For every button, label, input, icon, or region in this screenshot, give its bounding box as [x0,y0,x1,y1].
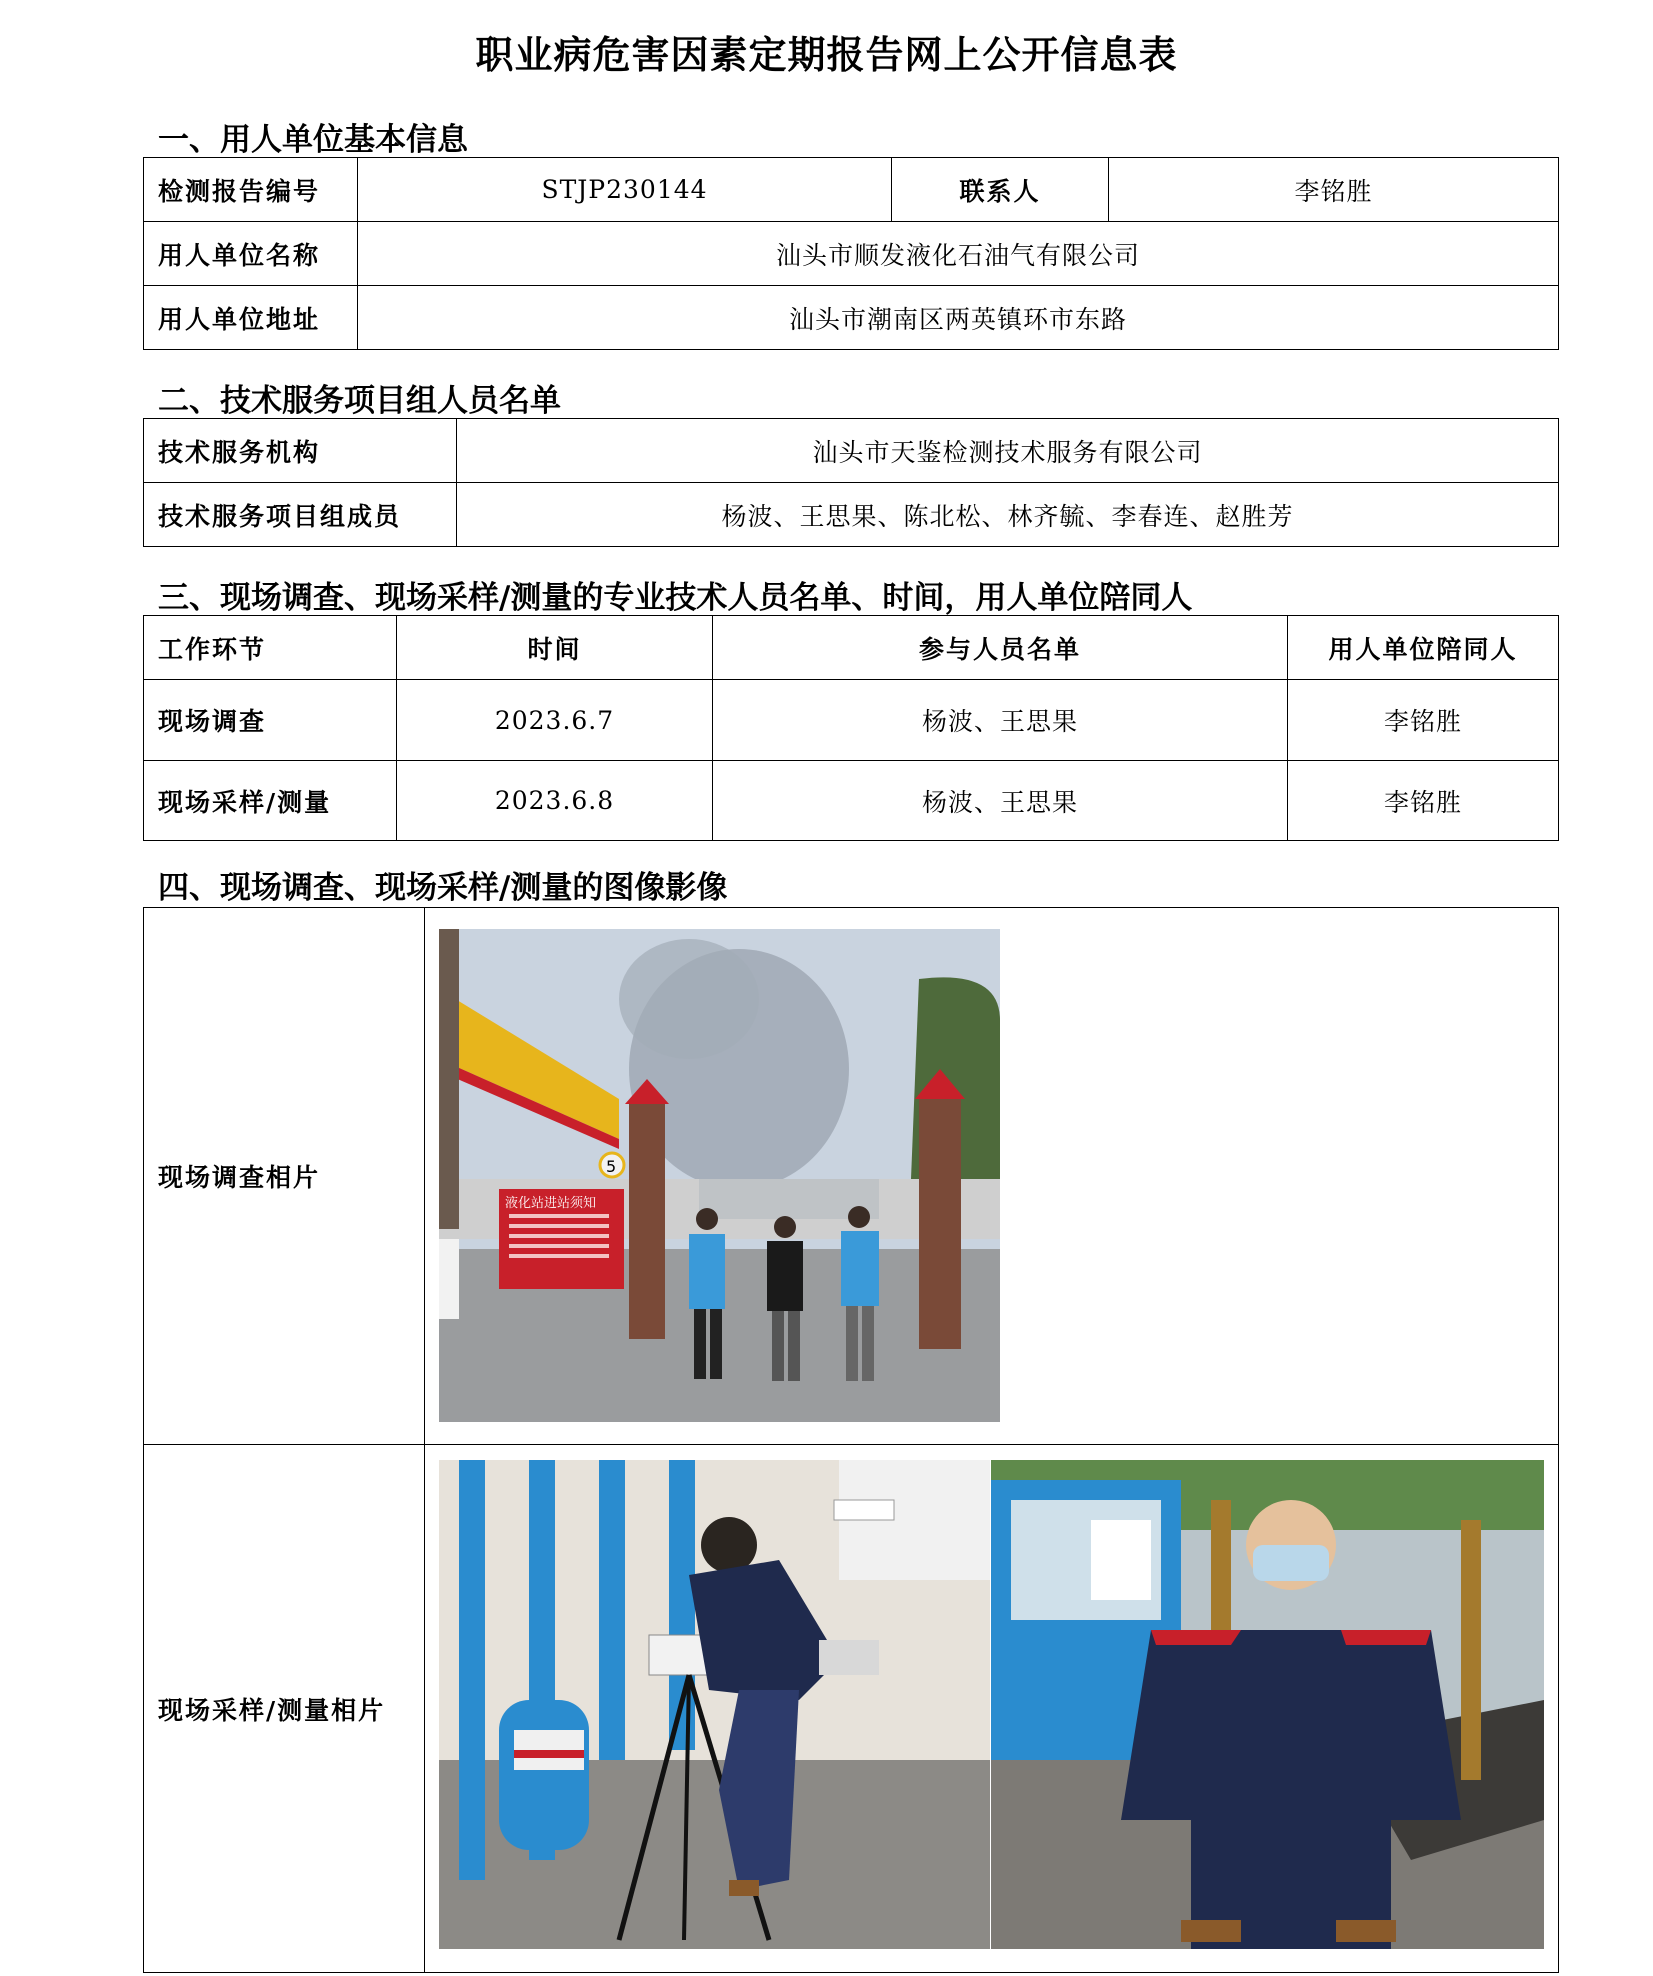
section-heading-schedule: 三、现场调查、现场采样/测量的专业技术人员名单、时间，用人单位陪同人 [158,580,1193,616]
header-time: 时间 [397,616,713,680]
members-value: 杨波、王思果、陈北松、林齐毓、李春连、赵胜芳 [457,483,1559,547]
report-no-value: STJP230144 [358,158,892,222]
schedule-table [143,615,1559,841]
participants-cell: 杨波、王思果 [713,761,1288,841]
company-value: 汕头市顺发液化石油气有限公司 [358,222,1559,286]
escort-cell: 李铭胜 [1288,680,1559,761]
survey-photo-label: 现场调查相片 [144,908,425,1445]
sign-number-text: 5 [606,1157,617,1176]
team-table [143,418,1559,547]
address-value: 汕头市潮南区两英镇环市东路 [358,286,1559,350]
members-label: 技术服务项目组成员 [144,483,457,547]
address-label: 用人单位地址 [144,286,358,350]
org-value: 汕头市天鉴检测技术服务有限公司 [457,419,1559,483]
survey-photo [439,929,1000,1422]
page-title: 职业病危害因素定期报告网上公开信息表 [475,33,1178,77]
table-row [144,680,1559,761]
contact-value: 李铭胜 [1109,158,1559,222]
section-heading-basic-info: 一、用人单位基本信息 [158,122,468,158]
time-cell: 2023.6.7 [397,680,713,761]
stage-cell: 现场调查 [144,680,397,761]
sampling-photo-left [439,1460,990,1949]
header-stage: 工作环节 [144,616,397,680]
company-label: 用人单位名称 [144,222,358,286]
section-heading-photos: 四、现场调查、现场采样/测量的图像影像 [158,870,728,906]
header-escort: 用人单位陪同人 [1288,616,1559,680]
contact-label: 联系人 [892,158,1109,222]
sign-title-text: 液化站进站须知 [505,1196,597,1211]
sampling-photo-right [991,1460,1544,1949]
escort-cell: 李铭胜 [1288,761,1559,841]
section-heading-team: 二、技术服务项目组人员名单 [158,383,561,419]
org-label: 技术服务机构 [144,419,457,483]
stage-cell: 现场采样/测量 [144,761,397,841]
header-participants: 参与人员名单 [713,616,1288,680]
table-row [144,761,1559,841]
report-no-label: 检测报告编号 [144,158,358,222]
sampling-photo-label: 现场采样/测量相片 [144,1445,425,1973]
basic-info-table [143,157,1559,350]
time-cell: 2023.6.8 [397,761,713,841]
participants-cell: 杨波、王思果 [713,680,1288,761]
